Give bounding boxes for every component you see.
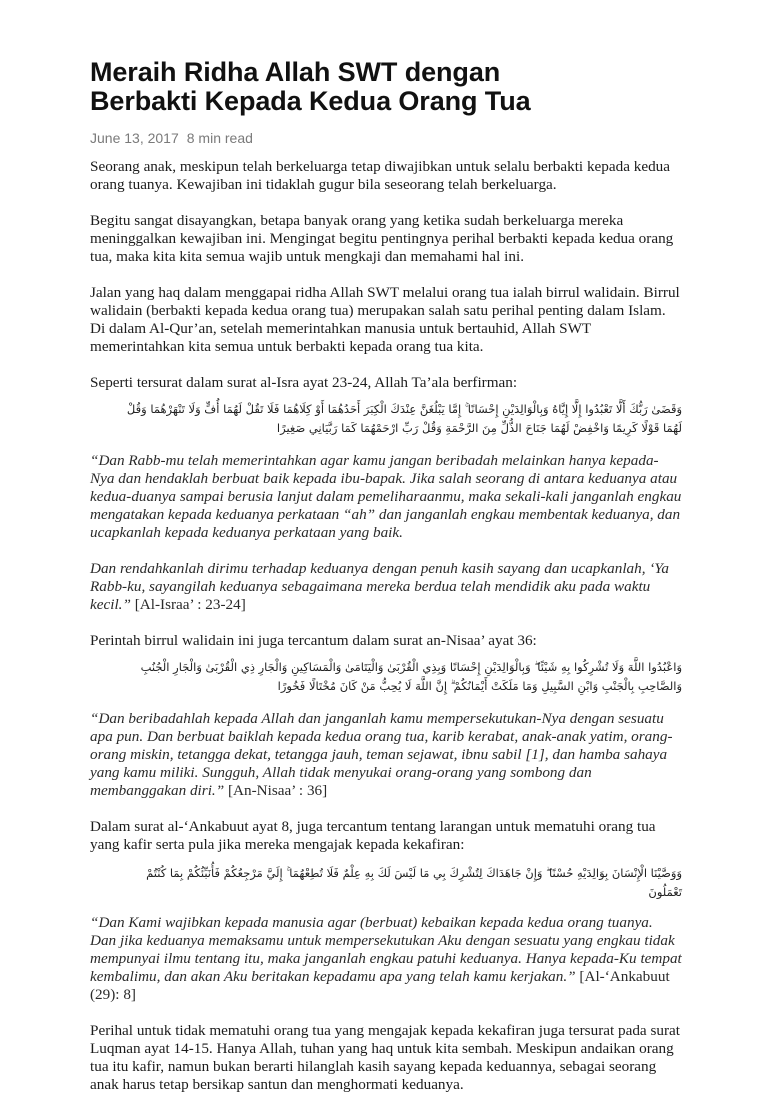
paragraph: Begitu sangat disayangkan, betapa banyak orang yang ketika sudah berkeluarga mereka meninggalkan kewajiban ini. Mengingat begitu pentingnya perihal berbakti kepada kedua orang tua, maka kita kita semua wajib untuk mengkaji dan memahami hal ini. [90,212,674,265]
paragraph: Seorang anak, meskipun telah berkeluarga tetap diwajibkan untuk selalu berbakti kepada kedua orang tuanya. Kewajiban ini tidaklah gugur bila seseorang telah berkeluarga. [90,158,671,193]
title-line-1: Meraih Ridha Allah SWT dengan [90,57,501,87]
translation-quote [90,710,682,800]
paragraph: Jalan yang haq dalam menggapai ridha Allah SWT melalui orang tua ialah birrul walidain. Birrul walidain (berbakti kepada kedua orang tua) merupakan salah satu perihal penting dalam Islam. Di dalam Al-Qur’an, setelah memerintahkan manusia untuk bertauhid, Allah SWT memerintahkan kita semua untuk berbakti kepada orang tua kita. [90,284,680,355]
paragraph: Dalam surat al-‘Ankabuut ayat 8, juga tercantum tentang larangan untuk mematuhi orang tua yang kafir serta pula jika mereka mengajak kepada kekafiran: [90,818,656,853]
quote-text: “Dan beribadahlah kepada Allah dan janganlah kamu mempersekutukan-Nya dengan sesuatu apa pun. Dan berbuat baiklah kepada kedua orang tua, karib kerabat, anak-anak yatim, orang-orang miskin, tetangga dekat, tetangga jauh, teman sejawat, ibnu sabil [1], dan hamba sahaya yang kamu miliki. Sungguh, Allah tidak menyukai orang-orang yang sombong dan membanggakan diri.” [90,710,673,799]
verse-reference: [An-Nisaa’ : 36] [224,782,328,799]
read-time: 8 min read [186,130,253,146]
article-body [90,158,682,1094]
title-line-2: Berbakti Kepada Kedua Orang Tua [90,86,531,116]
paragraph: Seperti tersurat dalam surat al-Isra ayat 23-24, Allah Ta’ala berfirman: [90,374,518,391]
article-title [90,58,682,116]
arabic-verse-an-nisaa: وَاعْبُدُوا اللَّهَ وَلَا تُشْرِكُوا بِهِ شَيْئًا ۖ وَبِالْوَالِدَيْنِ إِحْسَانًا وَبِذِي الْقُرْبَىٰ وَالْيَتَامَىٰ وَالْمَسَاكِينِ وَالْجَارِ ذِي الْقُرْبَىٰ وَالْجَارِ الْجُنُبِ وَالصَّاحِبِ بِالْجَنْبِ وَابْنِ السَّبِيلِ وَمَا مَلَكَتْ أَيْمَانُكُمْ ۗ إِنَّ اللَّهَ لَا يُحِبُّ مَنْ كَانَ مُخْتَالًا فَخُورًا [140,660,682,693]
quote-text: Dan rendahkanlah dirimu terhadap keduanya dengan penuh kasih sayang dan ucapkanlah, ‘Ya Rabb-ku, sayangilah keduanya sebagaimana mereka berdua telah mendidik aku pada waktu kecil.” [90,560,670,613]
translation-quote: “Dan Rabb-mu telah memerintahkan agar kamu jangan beribadah melainkan hanya kepada-Nya dan hendaklah berbuat baik kepada ibu-bapak. Jika salah seorang di antara keduanya atau kedua-duanya sampai berusia lanjut dalam pemeliharaanmu, maka sekali-kali janganlah engkau mengatakan kepada keduanya perkataan “ah” dan janganlah engkau membentak keduanya, dan ucapkanlah kepada keduanya perkataan yang baik. [90,452,682,541]
translation-quote [90,914,682,1004]
article [90,58,682,1112]
verse-reference: [Al-‘Ankabuut (29): 8] [90,968,670,1003]
arabic-verse-al-ankabuut: وَوَصَّيْنَا الْإِنْسَانَ بِوَالِدَيْهِ حُسْنًا ۖ وَإِنْ جَاهَدَاكَ لِتُشْرِكَ بِي مَا لَيْسَ لَكَ بِهِ عِلْمٌ فَلَا تُطِعْهُمَا ۚ إِلَيَّ مَرْجِعُكُمْ فَأُنَبِّئُكُمْ بِمَا كُنْتُمْ تَعْمَلُونَ [146,866,682,899]
quote-text: “Dan Kami wajibkan kepada manusia agar (berbuat) kebaikan kepada kedua orang tuanya. Dan jika keduanya memaksamu untuk mempersekutukan Aku dengan sesuatu yang engkau tidak mempunyai ilmu tentang itu, maka janganlah engkau patuhi keduanya. Hanya kepada-Ku tempat kembalimu, dan akan Aku beritakan kepadamu apa yang telah kamu kerjakan.” [90,914,682,985]
paragraph: Perihal untuk tidak mematuhi orang tua yang mengajak kepada kekafiran juga tersurat pada surat Luqman ayat 14-15. Hanya Allah, tuhan yang haq untuk kita sembah. Meskipun andaikan orang tua itu kafir, namun bukan berarti hilanglah kasih sayang kepada keduannya, sebagai seorang anak harus tetap bersikap santun dan menghormati keduanya. [90,1022,680,1093]
publish-date: June 13, 2017 [90,130,179,146]
arabic-verse-al-isra: وَقَضَىٰ رَبُّكَ أَلَّا تَعْبُدُوا إِلَّا إِيَّاهُ وَبِالْوَالِدَيْنِ إِحْسَانًا ۚ إِمَّا يَبْلُغَنَّ عِنْدَكَ الْكِبَرَ أَحَدُهُمَا أَوْ كِلَاهُمَا فَلَا تَقُلْ لَهُمَا أُفٍّ وَلَا تَنْهَرْهُمَا وَقُلْ لَهُمَا قَوْلًا كَرِيمًا وَاخْفِضْ لَهُمَا جَنَاحَ الذُّلِّ مِنَ الرَّحْمَةِ وَقُلْ رَبِّ ارْحَمْهُمَا كَمَا رَبَّيَانِي صَغِيرًا [126,402,682,435]
translation-quote [90,560,682,614]
article-meta [90,130,682,146]
verse-reference: [Al-Israa’ : 23-24] [130,596,246,613]
paragraph: Perintah birrul walidain ini juga tercantum dalam surat an-Nisaa’ ayat 36: [90,632,537,649]
